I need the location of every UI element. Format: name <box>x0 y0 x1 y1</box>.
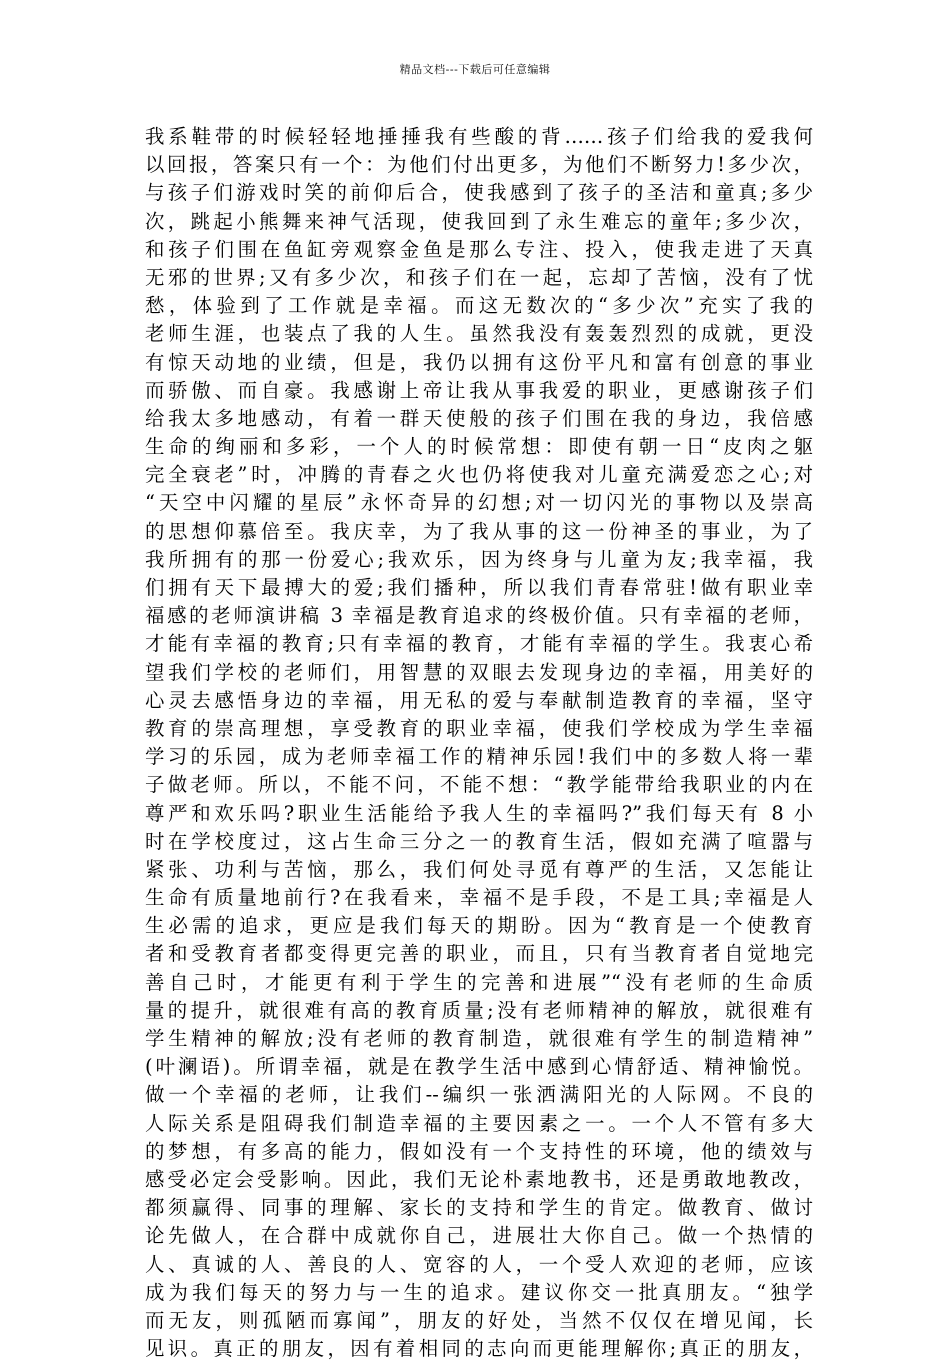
text-line: 人际关系是阻碍我们制造幸福的主要因素之一。一个人不管有多大 <box>145 1111 813 1135</box>
text-line: 福感的老师演讲稿 3 幸福是教育追求的终极价值。只有幸福的老师， <box>145 604 813 628</box>
text-line: 尊严和欢乐吗?职业生活能给予我人生的幸福吗?”我们每天有 8 小 <box>145 801 813 825</box>
text-line: 量的提升，就很难有高的教育质量;没有老师精神的解放，就很难有 <box>145 998 813 1022</box>
page-header: 精品文档---下载后可任意编辑 <box>399 63 551 76</box>
text-line: 愁，体验到了工作就是幸福。而这无数次的“多少次”充实了我的 <box>145 294 813 318</box>
text-line: 生命有质量地前行?在我看来，幸福不是手段，不是工具;幸福是人 <box>145 886 813 910</box>
text-line: 教育的崇高理想，享受教育的职业幸福，使我们学校成为学生幸福 <box>145 716 813 740</box>
text-line: 感受必定会受影响。因此，我们无论朴素地教书，还是勇敢地教改， <box>145 1167 813 1191</box>
text-line: 的思想仰慕倍至。我庆幸，为了我从事的这一份神圣的事业，为了 <box>145 519 813 543</box>
text-line: 才能有幸福的教育;只有幸福的教育，才能有幸福的学生。我衷心希 <box>145 632 813 656</box>
text-line: 我系鞋带的时候轻轻地捶捶我有些酸的背……孩子们给我的爱我何 <box>145 125 813 148</box>
text-line: 无邪的世界;又有多少次，和孩子们在一起，忘却了苦恼，没有了忧 <box>145 265 813 289</box>
text-line: 老师生涯，也装点了我的人生。虽然我没有轰轰烈烈的成就，更没 <box>145 322 813 346</box>
text-line: 们拥有天下最搏大的爱;我们播种，所以我们青春常驻!做有职业幸 <box>145 576 813 599</box>
text-line: 做一个幸福的老师，让我们--编织一张洒满阳光的人际网。不良的 <box>145 1083 813 1107</box>
text-line: 生必需的追求，更应是我们每天的期盼。因为“教育是一个使教育 <box>145 914 813 938</box>
text-line: “天空中闪耀的星辰”永怀奇异的幻想;对一切闪光的事物以及崇高 <box>145 491 813 515</box>
text-line: 论先做人，在合群中成就你自己，进展壮大你自己。做一个热情的 <box>145 1224 813 1248</box>
text-line: 与孩子们游戏时笑的前仰后合，使我感到了孩子的圣洁和童真;多少 <box>145 181 813 205</box>
text-line: 次，跳起小熊舞来神气活现，使我回到了永生难忘的童年;多少次， <box>145 209 813 233</box>
text-line: 成为我们每天的努力与一生的追求。建议你交一批真朋友。“独学 <box>145 1280 813 1304</box>
text-line: 而骄傲、而自豪。我感谢上帝让我从事我爱的职业，更感谢孩子们 <box>145 378 813 402</box>
text-line: 完全衰老”时，冲腾的青春之火也仍将使我对儿童充满爱恋之心;对 <box>145 463 813 487</box>
text-line: 的梦想，有多高的能力，假如没有一个支持性的环境，他的绩效与 <box>145 1139 813 1163</box>
text-line: 学习的乐园，成为老师幸福工作的精神乐园!我们中的多数人将一辈 <box>145 745 813 769</box>
text-line: 我所拥有的那一份爱心;我欢乐，因为终身与儿童为友;我幸福，我 <box>145 547 813 571</box>
text-line: 紧张、功利与苦恼，那么，我们何处寻觅有尊严的生活，又怎能让 <box>145 857 813 881</box>
text-line: 子做老师。所以，不能不问，不能不想：“教学能带给我职业的内在 <box>145 773 813 797</box>
text-line: 而无友，则孤陋而寡闻”，朋友的好处，当然不仅仅在增见闻，长 <box>145 1308 813 1332</box>
text-line: 有惊天动地的业绩，但是，我仍以拥有这份平凡和富有创意的事业 <box>145 350 813 374</box>
text-line: 见识。真正的朋友，因有着相同的志向而更能理解你;真正的朋友， <box>145 1337 813 1361</box>
text-line: 心灵去感悟身边的幸福，用无私的爱与奉献制造教育的幸福，坚守 <box>145 688 813 712</box>
text-line: 学生精神的解放;没有老师的教育制造，就很难有学生的制造精神” <box>145 1027 813 1050</box>
text-line: 望我们学校的老师们，用智慧的双眼去发现身边的幸福，用美好的 <box>145 660 813 684</box>
text-line: 给我太多地感动，有着一群天使般的孩子们围在我的身边，我倍感 <box>145 406 813 430</box>
text-line: 时在学校度过，这占生命三分之一的教育生活，假如充满了喧嚣与 <box>145 829 813 853</box>
text-line: 善自己时，才能更有利于学生的完善和进展”“没有老师的生命质 <box>145 970 813 994</box>
body-text <box>145 123 813 1363</box>
text-line: 生命的绚丽和多彩，一个人的时候常想：即使有朝一日“皮肉之躯 <box>145 435 813 459</box>
text-line: 者和受教育者都变得更完善的职业，而且，只有当教育者自觉地完 <box>145 942 813 966</box>
text-line: 以回报，答案只有一个：为他们付出更多，为他们不断努力!多少次， <box>145 153 813 177</box>
text-line: 和孩子们围在鱼缸旁观察金鱼是那么专注、投入，使我走进了天真 <box>145 237 813 261</box>
text-line: 都须赢得、同事的理解、家长的支持和学生的肯定。做教育、做讨 <box>145 1196 813 1220</box>
text-line: 人、真诚的人、善良的人、宽容的人，一个受人欢迎的老师，应该 <box>145 1252 813 1276</box>
text-line: (叶澜语)。所谓幸福，就是在教学生活中感到心情舒适、精神愉悦。 <box>145 1055 813 1079</box>
